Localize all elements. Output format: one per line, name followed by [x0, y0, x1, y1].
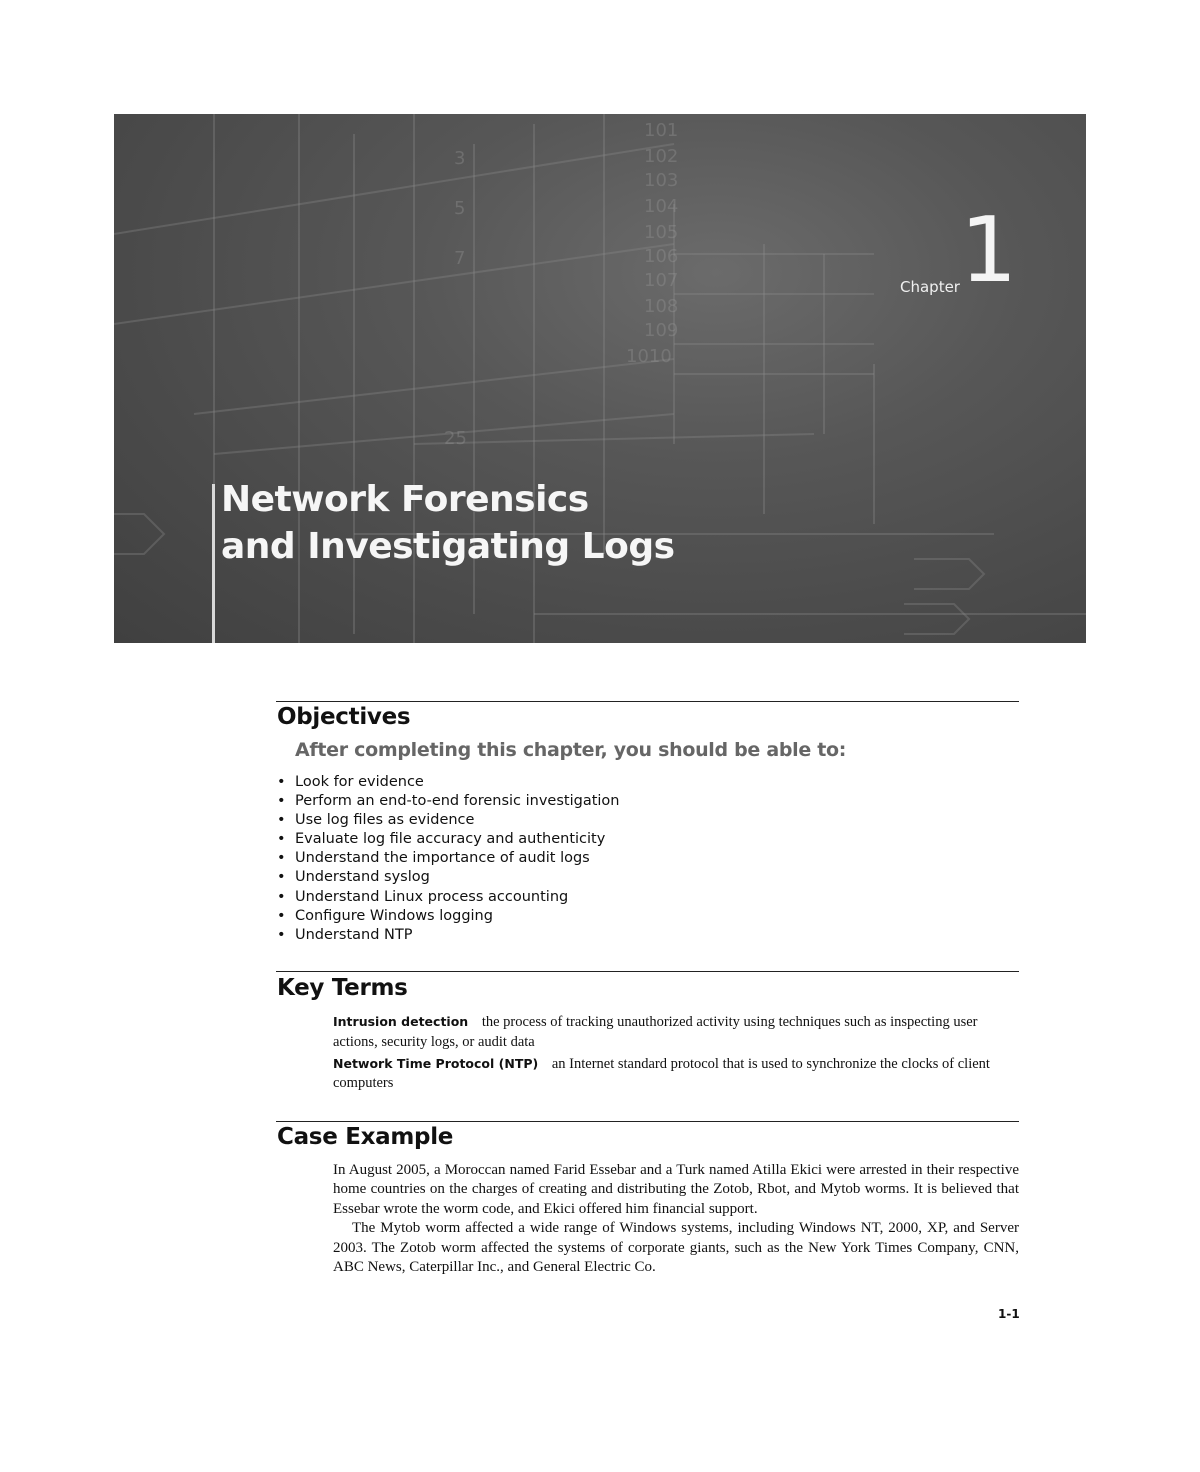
bullet: • — [277, 926, 286, 943]
list-item: • Understand syslog — [277, 869, 430, 886]
case-example-heading: Case Example — [277, 1124, 454, 1150]
bullet: • — [277, 831, 286, 848]
term-definition: an Internet standard protocol that is used to synchronize the clocks of client computers — [333, 1055, 990, 1091]
bullet: • — [277, 869, 286, 886]
svg-text:25: 25 — [444, 428, 467, 449]
svg-text:3: 3 — [454, 148, 466, 169]
svg-text:108: 108 — [644, 296, 679, 317]
page-number: 1-1 — [998, 1307, 1020, 1321]
svg-text:7: 7 — [454, 248, 466, 269]
term-name: Network Time Protocol (NTP) — [333, 1055, 539, 1071]
key-terms-heading: Key Terms — [277, 975, 408, 1001]
svg-text:105: 105 — [644, 222, 679, 243]
svg-text:102: 102 — [644, 146, 679, 167]
chapter-number: 1 — [960, 198, 1018, 303]
case-paragraph: In August 2005, a Moroccan named Farid Essebar and a Turk named Atilla Ekici were arrested in their respective home countries on the charges of creating and distributing the Zotob, Rbot, and Mytob worms. It is believed that Essebar wrote the worm code, and Ekici offered him financial support. — [333, 1162, 1019, 1217]
svg-text:107: 107 — [644, 270, 679, 291]
svg-text:104: 104 — [644, 196, 679, 217]
key-terms-list — [333, 1012, 1023, 1095]
section-divider — [276, 701, 1019, 702]
svg-text:103: 103 — [644, 170, 679, 191]
term-name: Intrusion detection — [333, 1014, 469, 1029]
objectives-list — [277, 773, 620, 945]
list-item: • Understand Linux process accounting — [277, 888, 569, 905]
case-paragraph: The Mytob worm affected a wide range of Windows systems, including Windows NT, 2000, XP, and Server 2003. The Zotob worm affected the systems of corporate giants, such as the New York Times Company, CNN, ABC News, Caterpillar Inc., and General Electric Co. — [333, 1220, 1019, 1276]
chapter-title — [221, 476, 675, 570]
svg-text:106: 106 — [644, 246, 679, 267]
bullet: • — [277, 888, 286, 905]
bullet: • — [277, 774, 286, 790]
case-example-body — [333, 1161, 1019, 1277]
list-item: • Perform an end-to-end forensic investigation — [277, 793, 620, 810]
svg-text:109: 109 — [644, 320, 679, 341]
section-divider — [276, 1121, 1019, 1122]
list-item: • Look for evidence — [277, 774, 424, 790]
objectives-lead: After completing this chapter, you should be able to: — [295, 739, 847, 761]
svg-text:5: 5 — [454, 198, 466, 219]
bullet: • — [277, 793, 286, 810]
list-item: • Use log files as evidence — [277, 812, 475, 829]
title-accent-bar — [212, 484, 215, 643]
svg-text:101: 101 — [644, 120, 679, 141]
chapter-title-line-2: and Investigating Logs — [221, 526, 675, 567]
list-item: • Configure Windows logging — [277, 907, 493, 924]
term-entry — [333, 1012, 1023, 1052]
list-item: • Understand NTP — [277, 926, 413, 943]
list-item: • Understand the importance of audit logs — [277, 850, 590, 867]
chapter-banner — [114, 114, 1086, 643]
chapter-title-line-1: Network Forensics — [221, 479, 589, 520]
term-entry — [333, 1054, 1023, 1094]
list-item: • Evaluate log file accuracy and authenticity — [277, 831, 606, 848]
svg-text:1010: 1010 — [626, 346, 672, 367]
term-definition: the process of tracking unauthorized activity using techniques such as inspecting user actions, security logs, or audit data — [333, 1014, 978, 1050]
chapter-label: Chapter — [900, 278, 960, 296]
objectives-heading: Objectives — [277, 704, 411, 730]
bullet: • — [277, 812, 286, 829]
section-divider — [276, 971, 1019, 972]
bullet: • — [277, 907, 286, 924]
bullet: • — [277, 850, 286, 867]
